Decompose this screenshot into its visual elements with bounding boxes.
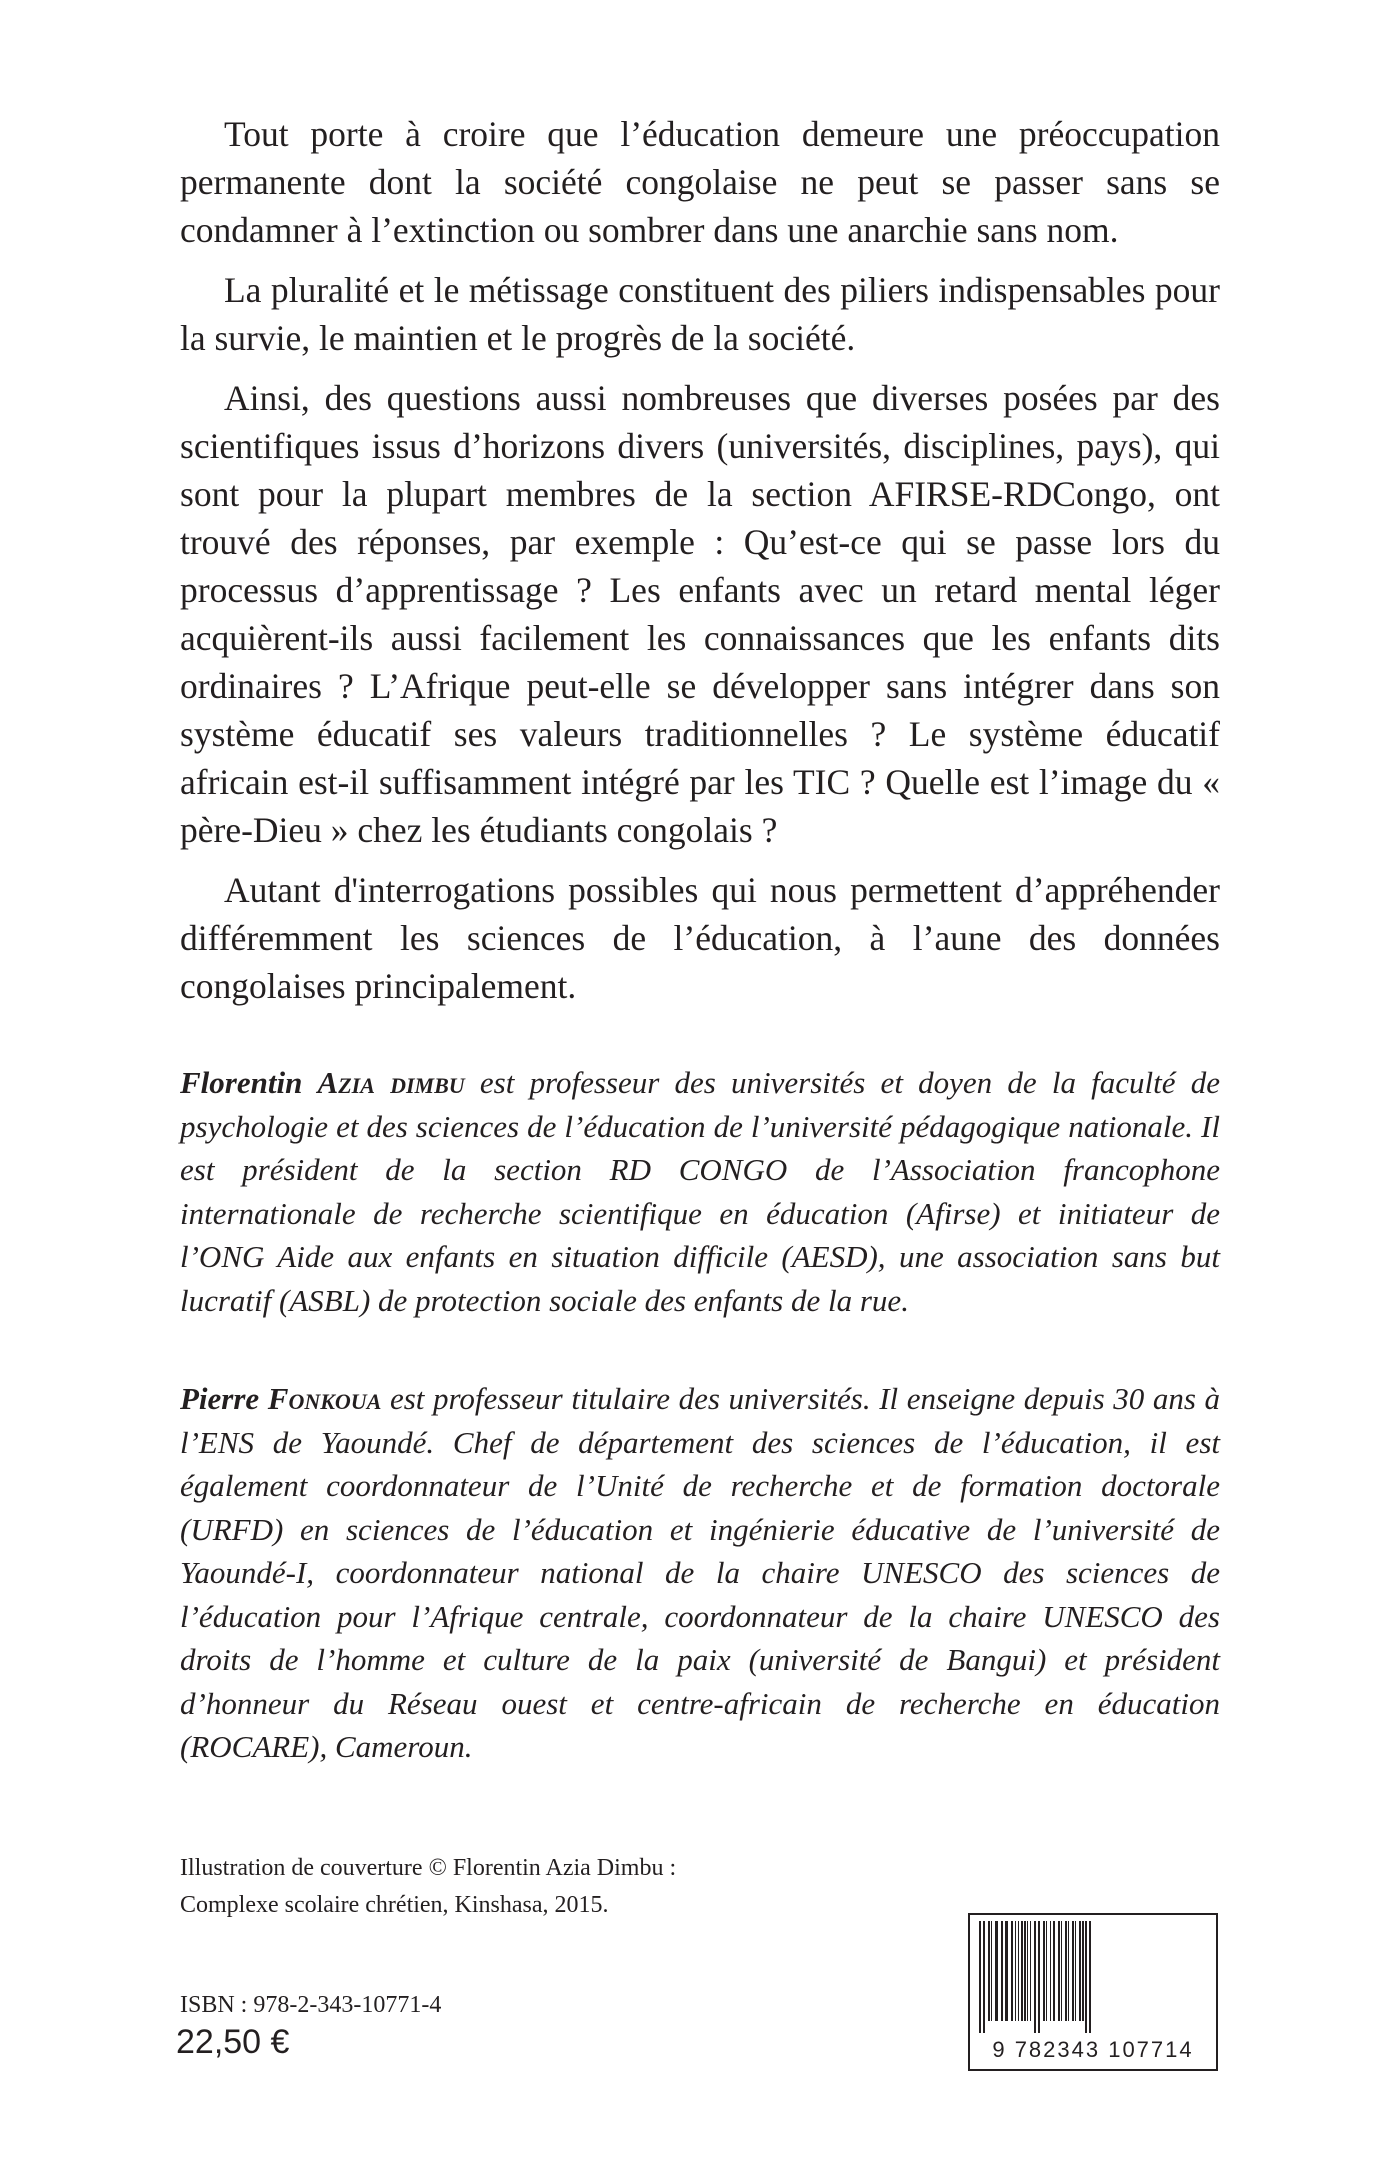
barcode-bar xyxy=(1065,1921,1067,2021)
barcode-bar xyxy=(1050,1921,1051,2021)
barcode-bar xyxy=(995,1921,998,2021)
barcode-bar xyxy=(1082,1921,1084,2021)
summary-paragraph-4: Autant d'interrogations possibles qui nous permettent d’appréhender différemment les sciences de l’éducation, à l’aune des données congolaises principalement. xyxy=(180,870,1220,1006)
author-last-name: Fonkoua xyxy=(267,1381,382,1416)
barcode-bar xyxy=(1005,1921,1008,2021)
author-name xyxy=(180,1381,381,1416)
barcode-bar xyxy=(988,1921,990,2021)
price-label: 22,50 € xyxy=(176,2023,290,2061)
author-last-name: Azia dimbu xyxy=(317,1065,465,1100)
barcode-bar xyxy=(1030,1921,1031,2021)
author-bio-fonkoua xyxy=(180,1377,1220,1769)
barcode-bar xyxy=(1043,1921,1045,2021)
barcode-bar xyxy=(1015,1921,1016,2021)
barcode-bar xyxy=(1058,1921,1060,2021)
barcode-bars xyxy=(975,1921,1211,2033)
barcode-bar xyxy=(1061,1921,1062,2021)
barcode-bar xyxy=(991,1921,992,2021)
isbn-label: ISBN : 978-2-343-10771-4 xyxy=(180,1992,442,2018)
barcode-bar xyxy=(1075,1921,1076,2021)
barcode-bar xyxy=(1072,1921,1074,2021)
author-first-name: Florentin xyxy=(180,1065,303,1100)
summary-paragraph-1: Tout porte à croire que l’éducation demeure une préoccupation permanente dont la société congolaise ne peut se passer sans se condamner à l’extinction ou sombrer dans une anarchie sans nom. xyxy=(180,114,1220,250)
barcode xyxy=(968,1913,1218,2071)
barcode-bar xyxy=(1038,1921,1040,2033)
barcode-bar xyxy=(1046,1921,1047,2021)
summary-paragraph-2: La pluralité et le métissage constituent des piliers indispensables pour la survie, le maintien et le progrès de la société. xyxy=(180,270,1220,358)
barcode-bar xyxy=(1085,1921,1087,2033)
barcode-bar xyxy=(1024,1921,1026,2021)
barcode-bar xyxy=(1089,1921,1091,2033)
author-first-name: Pierre xyxy=(180,1381,260,1416)
author-name xyxy=(180,1065,465,1100)
barcode-bar xyxy=(1068,1921,1069,2021)
barcode-bar xyxy=(1053,1921,1055,2021)
barcode-bar xyxy=(1018,1921,1019,2021)
barcode-bar xyxy=(979,1921,981,2033)
barcode-bar xyxy=(1027,1921,1028,2021)
barcode-bar xyxy=(983,1921,985,2033)
barcode-digits: 9 782343 107714 xyxy=(992,2037,1194,2062)
barcode-bar xyxy=(1001,1921,1003,2021)
credit-line-2: Complexe scolaire chrétien, Kinshasa, 2015. xyxy=(180,1892,609,1918)
barcode-bar xyxy=(1021,1921,1023,2021)
author-bio-azia-dimbu xyxy=(180,1061,1220,1322)
credit-line-1: Illustration de couverture © Florentin Azia Dimbu : xyxy=(180,1855,677,1881)
barcode-bar xyxy=(1011,1921,1013,2021)
summary-paragraph-3: Ainsi, des questions aussi nombreuses que diverses posées par des scientifiques issus d’horizons divers (universités, disciplines, pays), qui sont pour la plupart membres de la section AFIRSE-RDCongo, ont trouvé des réponses, par exemple : Qu’est-ce qui se passe lors du processus d’apprentissage ? Les enfants avec un retard mental léger acquièrent-ils aussi facilement les connaissances que les enfants dits ordinaires ? L’Afrique peut-elle se développer sans intégrer dans son système éducatif ses valeurs traditionnelles ? Le système éducatif africain est-il suffisamment intégré par les TIC ? Quelle est l’image du « père-Dieu » chez les étudiants congolais ? xyxy=(180,378,1220,850)
author-bio-text: est professeur des universités et doyen de la faculté de psychologie et des sciences de l’éducation de l’université pédagogique nationale. Il est président de la section RD CONGO de l’Association francophone internationale de recherche scientifique en éducation (Afirse) et initiateur de l’ONG Aide aux enfants en situation difficile (AESD), une association sans but lucratif (ASBL) de protection sociale des enfants de la rue. xyxy=(180,1065,1220,1318)
barcode-bar xyxy=(1034,1921,1036,2033)
summary-text xyxy=(180,110,1220,1022)
author-bio-text: est professeur titulaire des universités. Il enseigne depuis 30 ans à l’ENS de Yaoundé. Chef de département des sciences de l’éducation, il est également coordonnateur de l’Unité de recherche et de formation doctorale (URFD) en sciences de l’éducation et ingénierie éducative de l’université de Yaoundé-I, coordonnateur national de la chaire UNESCO des sciences de l’éducation pour l’Afrique centrale, coordonnateur de la chaire UNESCO des droits de l’homme et culture de la paix (université de Bangui) et président d’honneur du Réseau ouest et centre-africain de recherche en éducation (ROCARE), Cameroun. xyxy=(180,1381,1221,1764)
barcode-bar xyxy=(1079,1921,1081,2021)
cover-illustration-credit xyxy=(180,1850,880,1924)
